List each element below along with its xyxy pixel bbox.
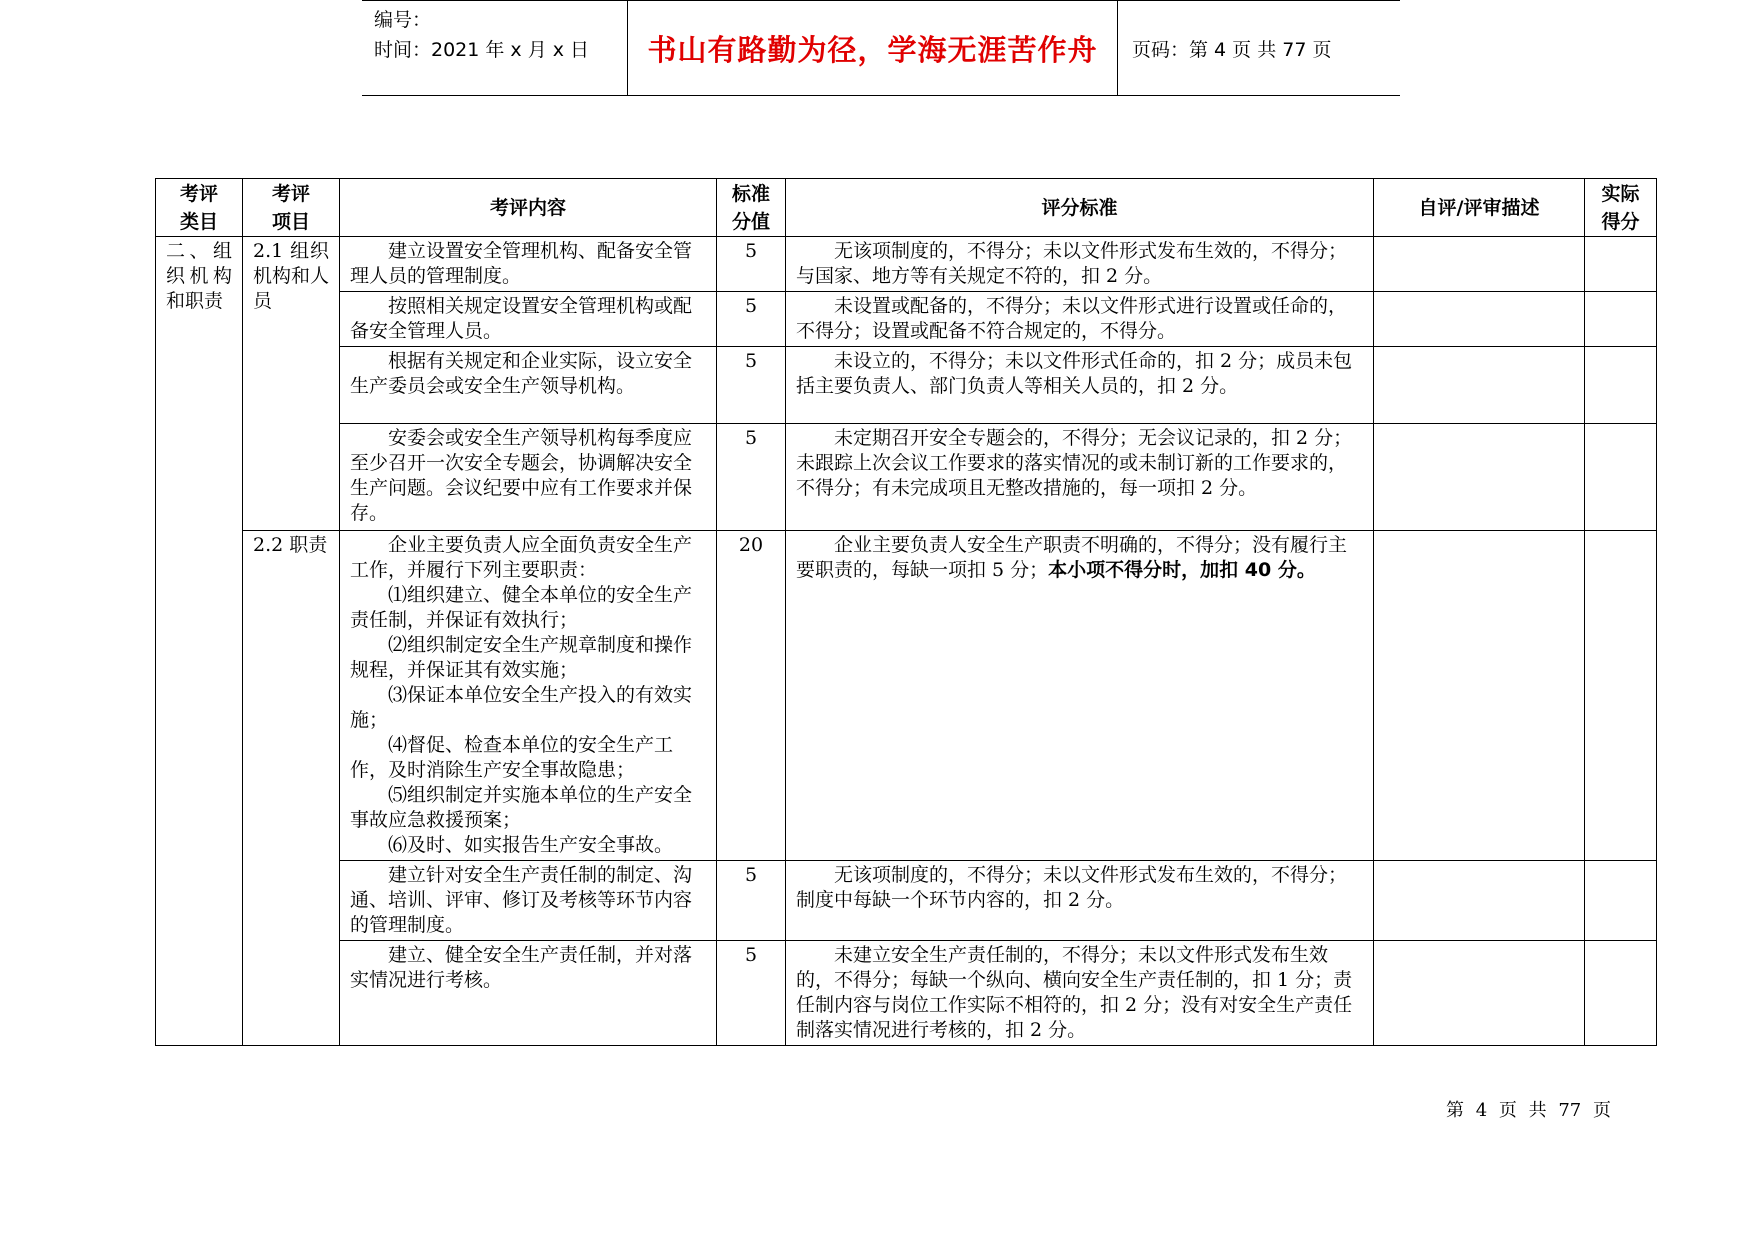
serial-label: 编号： xyxy=(374,9,432,31)
score-cell: 5 xyxy=(717,941,786,1046)
content-cell: 按照相关规定设置安全管理机构或配备安全管理人员。 xyxy=(340,292,717,347)
header-page-info: 页码：第 4 页 共 77 页 xyxy=(1132,38,1332,61)
duty-item: ⑵组织制定安全生产规章制度和操作规程，并保证其有效实施； xyxy=(350,634,693,681)
actual-score-cell[interactable] xyxy=(1585,347,1657,424)
header-score: 标准 分值 xyxy=(717,179,786,237)
self-eval-cell[interactable] xyxy=(1374,237,1585,292)
header-motto: 书山有路勤为径，学海无涯苦作舟 xyxy=(647,32,1098,67)
score-cell: 5 xyxy=(717,424,786,531)
duty-item: ⑴组织建立、健全本单位的安全生产责任制，并保证有效执行； xyxy=(350,584,693,631)
duty-item: ⑶保证本单位安全生产投入的有效实施； xyxy=(350,684,693,731)
duty-item: ⑷督促、检查本单位的安全生产工作，及时消除生产安全事故隐患； xyxy=(350,734,674,781)
content-cell: 建立、健全安全生产责任制，并对落实情况进行考核。 xyxy=(340,941,717,1046)
criteria-cell: 无该项制度的，不得分；未以文件形式发布生效的，不得分；与国家、地方等有关规定不符的，扣 2 分。 xyxy=(786,237,1374,292)
self-eval-cell[interactable] xyxy=(1374,347,1585,424)
score-cell: 5 xyxy=(717,861,786,941)
actual-score-cell[interactable] xyxy=(1585,861,1657,941)
content-cell: 建立设置安全管理机构、配备安全管理人员的管理制度。 xyxy=(340,237,717,292)
content-cell: 根据有关规定和企业实际，设立安全生产委员会或安全生产领导机构。 xyxy=(340,347,717,424)
header-content: 考评内容 xyxy=(340,179,717,237)
duty-item: ⑸组织制定并实施本单位的生产安全事故应急救援预案； xyxy=(350,784,693,831)
header-category: 考评 类目 xyxy=(156,179,243,237)
content-cell: 建立针对安全生产责任制的制定、沟通、培训、评审、修订及考核等环节内容的管理制度。 xyxy=(340,861,717,941)
category-cell: 二、组织机构和职责 xyxy=(156,237,243,1046)
actual-score-cell[interactable] xyxy=(1585,292,1657,347)
content-cell: 安委会或安全生产领导机构每季度应至少召开一次安全专题会，协调解决安全生产问题。会议纪要中应有工作要求并保存。 xyxy=(340,424,717,531)
criteria-bold-note: 本小项不得分时，加扣 40 分。 xyxy=(1048,559,1316,581)
duty-item: ⑹及时、如实报告生产安全事故。 xyxy=(388,834,674,856)
self-eval-cell[interactable] xyxy=(1374,861,1585,941)
table-row xyxy=(156,941,1657,1046)
actual-score-cell[interactable] xyxy=(1585,941,1657,1046)
table-row xyxy=(156,347,1657,424)
criteria-cell: 未设置或配备的，不得分；未以文件形式进行设置或任命的，不得分；设置或配备不符合规定的，不得分。 xyxy=(786,292,1374,347)
evaluation-table xyxy=(155,178,1657,1046)
criteria-cell: 未设立的，不得分；未以文件形式任命的，扣 2 分；成员未包括主要负责人、部门负责人等相关人员的，扣 2 分。 xyxy=(786,347,1374,424)
table-row xyxy=(156,861,1657,941)
criteria-cell: 未定期召开安全专题会的，不得分；无会议记录的，扣 2 分；未跟踪上次会议工作要求的落实情况的或未制订新的工作要求的，不得分；有未完成项且无整改措施的，每一项扣 2 分。 xyxy=(786,424,1374,531)
score-cell: 5 xyxy=(717,347,786,424)
criteria-cell: 未建立安全生产责任制的，不得分；未以文件形式发布生效的，不得分；每缺一个纵向、横向安全生产责任制的，扣 1 分；责任制内容与岗位工作实际不相符的，扣 2 分；没有对安全生产责任制落实情况进行考核的，扣 2 分。 xyxy=(786,941,1374,1046)
score-cell: 5 xyxy=(717,292,786,347)
self-eval-cell[interactable] xyxy=(1374,292,1585,347)
criteria-cell: 无该项制度的，不得分；未以文件形式发布生效的，不得分；制度中每缺一个环节内容的，扣 2 分。 xyxy=(786,861,1374,941)
table-header-row xyxy=(156,179,1657,237)
header-actual: 实际 得分 xyxy=(1585,179,1657,237)
item-cell: 2.2 职责 xyxy=(243,531,340,1046)
date-line: 时间：2021 年 x 月 x 日 xyxy=(374,39,590,61)
header-item: 考评 项目 xyxy=(243,179,340,237)
actual-score-cell[interactable] xyxy=(1585,237,1657,292)
self-eval-cell[interactable] xyxy=(1374,531,1585,861)
header-meta xyxy=(374,5,589,65)
score-cell: 5 xyxy=(717,237,786,292)
actual-score-cell[interactable] xyxy=(1585,531,1657,861)
self-eval-cell[interactable] xyxy=(1374,941,1585,1046)
self-eval-cell[interactable] xyxy=(1374,424,1585,531)
page-header xyxy=(362,0,1400,96)
actual-score-cell[interactable] xyxy=(1585,424,1657,531)
header-criteria: 评分标准 xyxy=(786,179,1374,237)
content-cell: 企业主要负责人应全面负责安全生产工作，并履行下列主要职责： ⑴组织建立、健全本单位的安全生产责任制，并保证有效执行； ⑵组织制定安全生产规章制度和操作规程，并保证其有效实施； ⑶保证本单位安全生产投入的有效实施； ⑷督促、检查本单位的安全生产工作，及时消除生产安全事故隐患； ⑸组织制定并实施本单位的生产安全事故应急救援预案； ⑹及时、如实报告生产安全事故。 xyxy=(340,531,717,861)
page-footer: 第 4 页 共 77 页 xyxy=(1446,1100,1611,1121)
table-row xyxy=(156,237,1657,292)
table-row xyxy=(156,292,1657,347)
header-divider xyxy=(1117,1,1118,95)
criteria-cell: 企业主要负责人安全生产职责不明确的，不得分；没有履行主要职责的，每缺一项扣 5 分；本小项不得分时，加扣 40 分。 xyxy=(786,531,1374,861)
score-cell: 20 xyxy=(717,531,786,861)
table-row xyxy=(156,424,1657,531)
header-self-eval: 自评/评审描述 xyxy=(1374,179,1585,237)
table-row xyxy=(156,531,1657,861)
item-cell: 2.1 组织机构和人员 xyxy=(243,237,340,531)
